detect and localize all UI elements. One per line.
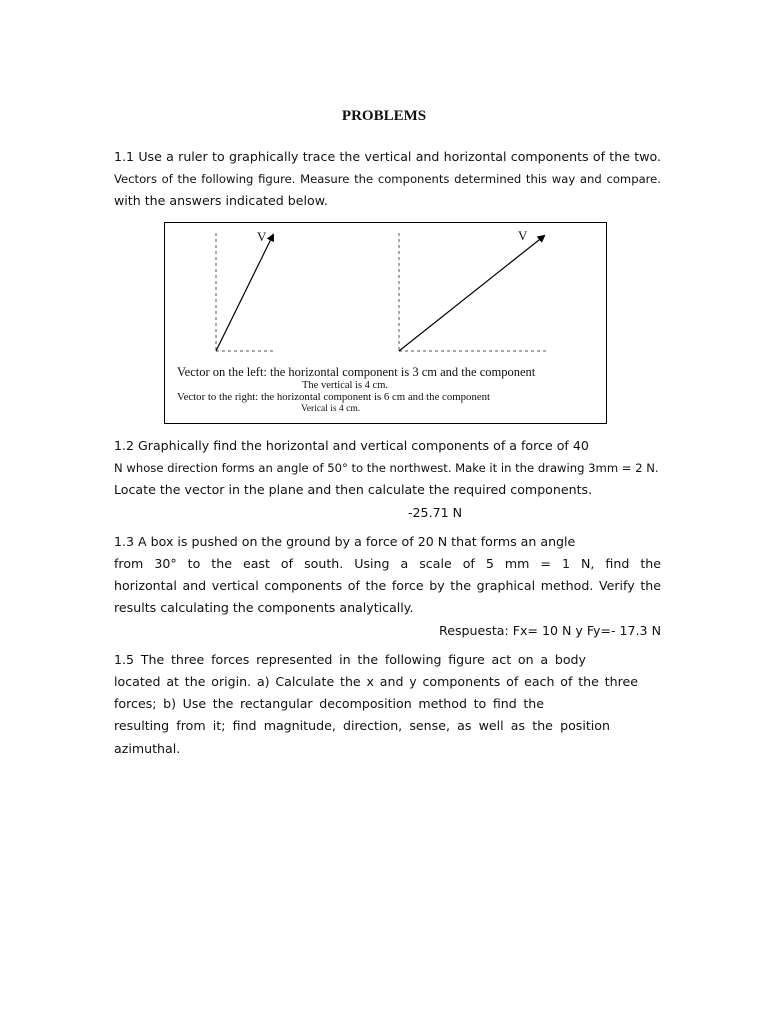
caption-left-vector: Vector on the left: the horizontal component is 3 cm and the component: [177, 365, 536, 379]
right-vector-label: V: [518, 228, 528, 243]
problem-1-2-line-1: 1.2 Graphically find the horizontal and vertical components of a force of 40: [114, 438, 589, 453]
problem-1-5-line-3: forces; b) Use the rectangular decomposition method to find the: [114, 696, 544, 711]
problem-1-3-line-4: results calculating the components analytically.: [114, 600, 414, 615]
problem-1-2-line-2: N whose direction forms an angle of 50° to the northwest. Make it in the drawing 3mm = 2 N.: [114, 461, 659, 475]
problem-1-2-answer: -25.71 N: [408, 505, 463, 520]
vector-figure: [164, 222, 607, 424]
problem-1-3-line-3: horizontal and vertical components of the force by the graphical method. Verify the: [114, 578, 661, 593]
problem-1-1-line-3: with the answers indicated below.: [114, 193, 328, 208]
left-vector-arrow: [216, 235, 273, 351]
problem-1-5-line-5: azimuthal.: [114, 741, 181, 756]
problem-1-5-line-2: located at the origin. a) Calculate the x and y components of each of the three: [114, 674, 638, 689]
page-title: PROBLEMS: [341, 108, 427, 124]
problem-1-3-line-2: from 30° to the east of south. Using a scale of 5 mm = 1 N, find the: [114, 556, 661, 571]
caption-left-vertical: The vertical is 4 cm.: [302, 380, 389, 391]
caption-right-vector: Vector to the right: the horizontal component is 6 cm and the component: [177, 391, 491, 403]
left-vector-label: V: [257, 229, 267, 244]
problem-1-3-answer: Respuesta: Fx= 10 N y Fy=- 17.3 N: [439, 623, 661, 638]
problem-1-1-line-2: Vectors of the following figure. Measure the components determined this way and compare.: [114, 172, 661, 186]
problem-1-2-line-3: Locate the vector in the plane and then calculate the required components.: [114, 482, 593, 497]
problem-1-1-line-1: 1.1 Use a ruler to graphically trace the vertical and horizontal components of the two.: [114, 149, 661, 164]
right-vector-arrow: [399, 236, 544, 351]
problem-1-5-line-4: resulting from it; find magnitude, direction, sense, as well as the position: [114, 718, 610, 733]
caption-right-vertical: Verical is 4 cm.: [301, 404, 361, 414]
problem-1-5-line-1: 1.5 The three forces represented in the following figure act on a body: [114, 652, 586, 667]
problem-1-3-line-1: 1.3 A box is pushed on the ground by a force of 20 N that forms an angle: [114, 534, 576, 549]
